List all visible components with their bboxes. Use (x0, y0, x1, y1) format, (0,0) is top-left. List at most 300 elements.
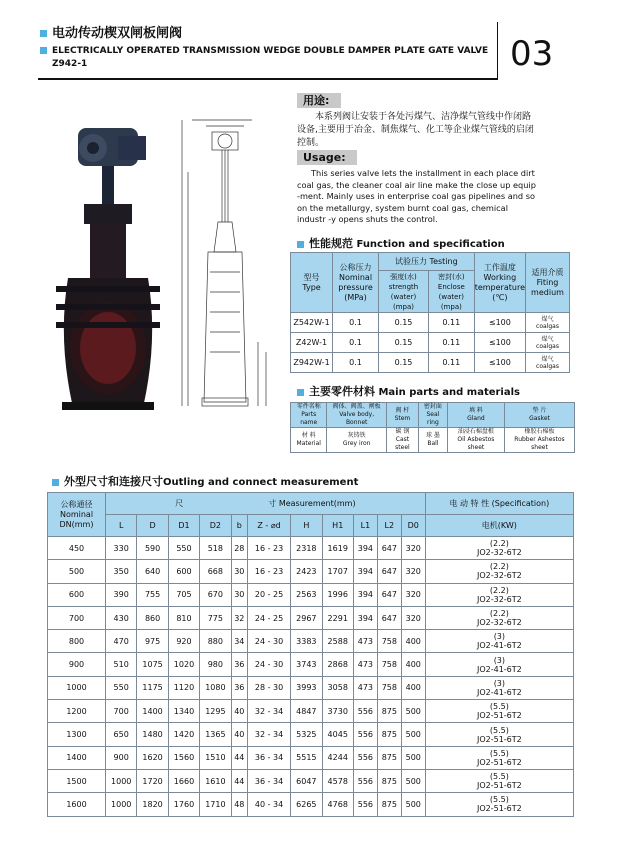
dims-col-header: b (231, 515, 247, 537)
dims-cell: 16 - 23 (248, 560, 291, 583)
dims-head-dn: 公称通径 Nominal DN(mm) (48, 493, 106, 537)
dims-cell: 556 (353, 746, 377, 769)
dims-cell: 16 - 23 (248, 537, 291, 560)
spec-cell-pressure: 0.1 (333, 333, 379, 353)
spec-cell-temp: ≤100 (474, 333, 525, 353)
medium-cn: 煤气 (541, 355, 554, 363)
dims-cell: 36 (231, 653, 247, 676)
dims-cell: 390 (106, 583, 137, 606)
dims-row (48, 769, 574, 792)
parts-header-en: Seal ring (426, 411, 440, 426)
parts-material-en: Grey iron (342, 440, 371, 447)
dims-cell: 20 - 25 (248, 583, 291, 606)
dims-cell: 556 (353, 793, 377, 816)
parts-material-en: Cast steel (395, 436, 410, 451)
dims-cell-dn: 1300 (48, 723, 106, 746)
dims-cell: 4244 (322, 746, 353, 769)
parts-material-en: Oil Asbestos sheet (457, 436, 495, 451)
dims-cell: 700 (106, 700, 137, 723)
dims-col-header: L1 (353, 515, 377, 537)
spec-cell-enclose: 0.11 (428, 353, 474, 373)
dims-cell: 500 (401, 769, 425, 792)
dims-cell-dn: 800 (48, 630, 106, 653)
spec-head-enclose: 密封(水) Enclose (water) (mpa) (428, 271, 474, 313)
dims-cell: 640 (137, 560, 168, 583)
dims-cell: 1340 (168, 700, 199, 723)
dims-cell: 4045 (322, 723, 353, 746)
dims-cell: 24 - 30 (248, 630, 291, 653)
bullet-square-icon (40, 47, 47, 54)
spec-section-title (297, 235, 505, 251)
dims-cell: 3993 (291, 676, 322, 699)
dims-cell: 875 (377, 700, 401, 723)
spec-cell-temp: ≤100 (474, 313, 525, 333)
dims-cell: 320 (401, 583, 425, 606)
parts-material-cn: 材 料 (301, 432, 316, 439)
motor-kw: (5.5) (489, 772, 509, 782)
dims-cell: 550 (168, 537, 199, 560)
dims-cell: 394 (353, 537, 377, 560)
dims-col-header: Z - ⌀d (248, 515, 291, 537)
dims-cell: 556 (353, 700, 377, 723)
dims-cell: 4578 (322, 769, 353, 792)
dims-cell: 2563 (291, 583, 322, 606)
dims-cell-motor (425, 723, 573, 746)
dims-cell-dn: 1000 (48, 676, 106, 699)
dims-col-header: D (137, 515, 168, 537)
spec-cell-temp: ≤100 (474, 353, 525, 373)
dims-row (48, 793, 574, 816)
dims-cell: 1000 (106, 793, 137, 816)
parts-title-en: Main parts and materials (378, 387, 520, 398)
dims-cell: 980 (200, 653, 231, 676)
dims-cell: 394 (353, 583, 377, 606)
parts-header-cell (418, 403, 447, 428)
dims-cell: 6265 (291, 793, 322, 816)
dims-cell: 705 (168, 583, 199, 606)
motor-kw: (2.2) (489, 539, 509, 549)
spec-cell-type: Z942W-1 (291, 353, 333, 373)
dims-col-header: L (106, 515, 137, 537)
dims-cell: 1760 (168, 793, 199, 816)
motor-model: JO2-41-6T2 (476, 664, 522, 674)
parts-header-en: Parts name (300, 411, 318, 426)
dims-cell: 430 (106, 606, 137, 629)
dims-head-measurement (106, 493, 426, 515)
dims-cell: 875 (377, 723, 401, 746)
parts-header-cn: 填 料 (468, 407, 483, 414)
dims-cell: 6047 (291, 769, 322, 792)
valve-photo (48, 118, 168, 418)
dims-cell: 30 (231, 560, 247, 583)
dims-cell: 40 (231, 723, 247, 746)
dims-cell: 1020 (168, 653, 199, 676)
dims-title-cn: 外型尺寸和连接尺寸 (64, 475, 163, 488)
dims-cell: 500 (401, 793, 425, 816)
dims-cell: 875 (377, 746, 401, 769)
spec-head-type: 型号 Type (291, 253, 333, 313)
dims-cell: 647 (377, 606, 401, 629)
dims-cell: 4768 (322, 793, 353, 816)
motor-kw: (3) (493, 655, 506, 665)
dims-cell: 400 (401, 653, 425, 676)
dims-cell: 647 (377, 583, 401, 606)
dims-cell: 3058 (322, 676, 353, 699)
dims-cell: 2588 (322, 630, 353, 653)
dims-section-title (52, 473, 358, 489)
motor-kw: (2.2) (489, 585, 509, 595)
motor-kw: (3) (493, 632, 506, 642)
dims-cell: 518 (200, 537, 231, 560)
dims-cell: 1720 (137, 769, 168, 792)
dims-head-measure-cn: 尺 (175, 498, 184, 508)
parts-header-cell (505, 403, 575, 428)
dims-cell: 556 (353, 769, 377, 792)
dims-cell: 28 (231, 537, 247, 560)
dims-cell: 975 (137, 630, 168, 653)
dims-cell-dn: 700 (48, 606, 106, 629)
dims-cell: 32 (231, 606, 247, 629)
dims-cell: 755 (137, 583, 168, 606)
dims-cell: 670 (200, 583, 231, 606)
parts-material-en: Material (296, 440, 321, 447)
dims-cell: 40 (231, 700, 247, 723)
dims-cell: 32 - 34 (248, 723, 291, 746)
dims-cell: 350 (106, 560, 137, 583)
parts-material-cn: 橡胶石棉板 (524, 428, 555, 435)
dims-cell-dn: 1400 (48, 746, 106, 769)
dims-row (48, 630, 574, 653)
dims-cell: 920 (168, 630, 199, 653)
dims-cell: 24 - 25 (248, 606, 291, 629)
motor-kw: (5.5) (489, 795, 509, 805)
motor-kw: (3) (493, 678, 506, 688)
dims-cell: 36 (231, 676, 247, 699)
dims-cell-dn: 1600 (48, 793, 106, 816)
motor-kw: (2.2) (489, 562, 509, 572)
dims-cell: 1080 (200, 676, 231, 699)
spec-cell-medium (526, 353, 570, 373)
parts-table (290, 402, 575, 453)
dims-col-header: H1 (322, 515, 353, 537)
dims-row (48, 537, 574, 560)
parts-material-cell (418, 428, 447, 453)
parts-material-cn: 油浸石棉盘根 (457, 428, 494, 435)
parts-title-cn: 主要零件材料 (309, 385, 375, 398)
dims-cell: 1660 (168, 769, 199, 792)
bullet-square-icon (297, 389, 304, 396)
dims-cell: 758 (377, 653, 401, 676)
dims-cell: 1000 (106, 769, 137, 792)
dims-cell: 330 (106, 537, 137, 560)
title-en: ELECTRICALLY OPERATED TRANSMISSION WEDGE DOUBLE DAMPER PLATE GATE VALVE (52, 46, 489, 56)
motor-model: JO2-51-6T2 (476, 711, 522, 721)
usage-title-en: Usage: (297, 150, 357, 165)
parts-header-cell (327, 403, 386, 428)
dims-cell: 48 (231, 793, 247, 816)
spec-cell-medium (526, 333, 570, 353)
dims-cell: 1175 (137, 676, 168, 699)
spec-cell-strength: 0.15 (379, 313, 429, 333)
dims-cell: 473 (353, 630, 377, 653)
dims-cell: 668 (200, 560, 231, 583)
parts-material-cell (505, 428, 575, 453)
dims-cell: 470 (106, 630, 137, 653)
parts-header-cn: 垫 片 (532, 407, 547, 414)
dims-cell-motor (425, 746, 573, 769)
dims-cell: 320 (401, 606, 425, 629)
motor-model: JO2-32-6T2 (476, 618, 522, 628)
dims-cell: 1820 (137, 793, 168, 816)
dims-cell: 36 - 34 (248, 769, 291, 792)
dims-cell-dn: 1500 (48, 769, 106, 792)
dims-cell: 510 (106, 653, 137, 676)
page-number: 03 (510, 34, 554, 74)
dims-head-elec: 电 动 特 性 (Specification) (425, 493, 573, 515)
dims-cell: 32 - 34 (248, 700, 291, 723)
motor-model: JO2-32-6T2 (476, 548, 522, 558)
motor-kw: (5.5) (489, 748, 509, 758)
dims-col-header: H (291, 515, 322, 537)
header-divider-vertical (497, 22, 498, 80)
dims-cell: 1075 (137, 653, 168, 676)
dims-row (48, 606, 574, 629)
dims-table (47, 492, 574, 817)
usage-title-cn: 用途: (297, 93, 341, 108)
dims-cell: 500 (401, 723, 425, 746)
dims-cell-motor (425, 676, 573, 699)
dims-cell-motor (425, 606, 573, 629)
dims-cell: 647 (377, 537, 401, 560)
parts-material-row (291, 428, 575, 453)
spec-table (290, 252, 570, 373)
parts-header-en: Stem (394, 415, 411, 422)
dims-cell: 2291 (322, 606, 353, 629)
dims-cell: 1365 (200, 723, 231, 746)
spec-title-cn: 性能规范 (309, 237, 353, 250)
dims-cell: 3730 (322, 700, 353, 723)
dims-head-measure-cn2: 寸 (268, 498, 277, 508)
dims-cell: 1560 (168, 746, 199, 769)
medium-en: coalgas (536, 362, 559, 370)
dims-cell: 40 - 34 (248, 793, 291, 816)
parts-header-cn: 零件名称 (296, 403, 321, 410)
dims-cell-motor (425, 769, 573, 792)
dims-cell: 400 (401, 676, 425, 699)
dims-cell: 650 (106, 723, 137, 746)
dims-cell: 44 (231, 746, 247, 769)
spec-cell-enclose: 0.11 (428, 313, 474, 333)
dims-row (48, 560, 574, 583)
dims-cell: 810 (168, 606, 199, 629)
spec-head-testing: 试验压力 Testing (379, 253, 475, 271)
motor-kw: (5.5) (489, 725, 509, 735)
dims-cell-motor (425, 537, 573, 560)
dims-cell: 758 (377, 676, 401, 699)
dims-cell: 1510 (200, 746, 231, 769)
dims-cell: 1400 (137, 700, 168, 723)
title-cn: 电动传动楔双闸板闸阀 (52, 26, 183, 41)
parts-header-cell (447, 403, 504, 428)
motor-model: JO2-51-6T2 (476, 757, 522, 767)
medium-en: coalgas (536, 322, 559, 330)
dims-cell-dn: 1200 (48, 700, 106, 723)
spec-title-en: Function and specification (356, 239, 505, 250)
spec-head-medium: 适用介质 Fiting medium (526, 253, 570, 313)
dims-cell: 2868 (322, 653, 353, 676)
dims-row (48, 700, 574, 723)
dims-head-measure-en: Measurement(mm) (278, 498, 356, 508)
parts-header-cell (386, 403, 418, 428)
motor-model: JO2-51-6T2 (476, 734, 522, 744)
page-header (40, 26, 488, 70)
usage-text-cn: 本系列阀让安装于各处污煤气、洁净煤气管线中作闭路设备,主要用于冶金、制焦煤气、化工等企业煤气管线的启闭控制。 (297, 112, 534, 148)
bullet-square-icon (40, 30, 47, 37)
motor-kw: (2.2) (489, 609, 509, 619)
spec-cell-enclose: 0.11 (428, 333, 474, 353)
parts-material-en: Ball (427, 440, 439, 447)
spec-head-pressure: 公称压力 Nominal pressure (MPa) (333, 253, 379, 313)
dims-col-header: D2 (200, 515, 231, 537)
dims-col-header: D1 (168, 515, 199, 537)
dims-cell: 24 - 30 (248, 653, 291, 676)
dims-cell: 473 (353, 676, 377, 699)
dims-cell: 590 (137, 537, 168, 560)
bullet-square-icon (52, 479, 59, 486)
dims-cell: 860 (137, 606, 168, 629)
dims-row (48, 676, 574, 699)
dims-cell-dn: 450 (48, 537, 106, 560)
spec-row (291, 333, 570, 353)
parts-material-cn: 球 墨 (425, 432, 440, 439)
model-number: Z942-1 (52, 59, 88, 69)
parts-material-cn: 灰铸铁 (347, 432, 366, 439)
dims-cell: 473 (353, 653, 377, 676)
parts-section-title (297, 383, 520, 399)
parts-header-cn: 阀体、阀盖、闸板 (332, 403, 381, 410)
dims-cell: 394 (353, 560, 377, 583)
dims-cell: 44 (231, 769, 247, 792)
spec-row (291, 353, 570, 373)
dims-cell: 2318 (291, 537, 322, 560)
spec-head-temp: 工作温度 Working temperature (℃) (474, 253, 525, 313)
dims-cell: 875 (377, 769, 401, 792)
dims-cell: 1707 (322, 560, 353, 583)
dims-cell: 758 (377, 630, 401, 653)
spec-head-strength: 强度(水) strength (water) (mpa) (379, 271, 429, 313)
dims-cell: 775 (200, 606, 231, 629)
dims-cell: 600 (168, 560, 199, 583)
dims-cell: 34 (231, 630, 247, 653)
dims-cell-motor (425, 560, 573, 583)
medium-cn: 煤气 (541, 315, 554, 323)
dims-cell: 1610 (200, 769, 231, 792)
dims-cell-motor (425, 583, 573, 606)
dims-cell: 1420 (168, 723, 199, 746)
spec-cell-strength: 0.15 (379, 333, 429, 353)
dims-cell: 28 - 30 (248, 676, 291, 699)
dims-cell: 320 (401, 560, 425, 583)
spec-cell-type: Z542W-1 (291, 313, 333, 333)
dims-col-motor: 电机(KW) (425, 515, 573, 537)
dims-cell: 5515 (291, 746, 322, 769)
medium-en: coalgas (536, 342, 559, 350)
dims-cell: 1710 (200, 793, 231, 816)
spec-row (291, 313, 570, 333)
dims-row (48, 723, 574, 746)
dims-cell: 500 (401, 700, 425, 723)
dims-cell: 1619 (322, 537, 353, 560)
dims-cell: 1620 (137, 746, 168, 769)
dims-cell: 3383 (291, 630, 322, 653)
parts-material-cell (327, 428, 386, 453)
motor-model: JO2-41-6T2 (476, 641, 522, 651)
parts-header-cn: 阀 杆 (395, 407, 410, 414)
dims-cell: 4847 (291, 700, 322, 723)
dims-cell-dn: 900 (48, 653, 106, 676)
spec-cell-medium (526, 313, 570, 333)
dims-cell: 500 (401, 746, 425, 769)
dims-cell: 5325 (291, 723, 322, 746)
motor-model: JO2-32-6T2 (476, 571, 522, 581)
motor-model: JO2-51-6T2 (476, 804, 522, 814)
dims-cell-dn: 500 (48, 560, 106, 583)
spec-cell-strength: 0.15 (379, 353, 429, 373)
parts-header-row (291, 403, 575, 428)
dims-cell: 30 (231, 583, 247, 606)
dims-cell: 36 - 34 (248, 746, 291, 769)
usage-text-en: This series valve lets the installment in each place dirt coal gas, the cleaner coal air line make the close up equip -ment. Mainly uses in enterprise coal gas pipelines and so on the metallurgy, system burnt coal gas, chemical industr -y opens shuts the control. (297, 168, 536, 224)
parts-material-cell (447, 428, 504, 453)
dims-cell-motor (425, 630, 573, 653)
spec-cell-pressure: 0.1 (333, 353, 379, 373)
dims-cell: 900 (106, 746, 137, 769)
dims-cell: 394 (353, 606, 377, 629)
dims-cell: 556 (353, 723, 377, 746)
valve-technical-drawing (172, 112, 290, 412)
motor-model: JO2-41-6T2 (476, 687, 522, 697)
dims-column-headers (48, 515, 574, 537)
dims-cell: 875 (377, 793, 401, 816)
dims-cell: 550 (106, 676, 137, 699)
dims-cell-motor (425, 653, 573, 676)
parts-header-cn: 密封面 (423, 403, 442, 410)
parts-material-en: Rubber Ashestos sheet (514, 436, 565, 451)
parts-material-cell (291, 428, 327, 453)
dims-cell: 647 (377, 560, 401, 583)
dims-cell: 1996 (322, 583, 353, 606)
parts-header-cell (291, 403, 327, 428)
dims-cell: 1120 (168, 676, 199, 699)
parts-header-en: Gasket (529, 415, 550, 422)
dims-cell-motor (425, 700, 573, 723)
spec-cell-pressure: 0.1 (333, 313, 379, 333)
dims-cell: 2423 (291, 560, 322, 583)
parts-material-cn: 碳 钢 (395, 428, 410, 435)
motor-kw: (5.5) (489, 702, 509, 712)
header-divider-horizontal (38, 78, 498, 80)
dims-cell: 2967 (291, 606, 322, 629)
dims-cell-motor (425, 793, 573, 816)
dims-cell: 320 (401, 537, 425, 560)
motor-model: JO2-51-6T2 (476, 781, 522, 791)
medium-cn: 煤气 (541, 335, 554, 343)
parts-material-cell (386, 428, 418, 453)
dims-row (48, 583, 574, 606)
dims-col-header: D0 (401, 515, 425, 537)
spec-cell-type: Z42W-1 (291, 333, 333, 353)
dims-cell: 3743 (291, 653, 322, 676)
